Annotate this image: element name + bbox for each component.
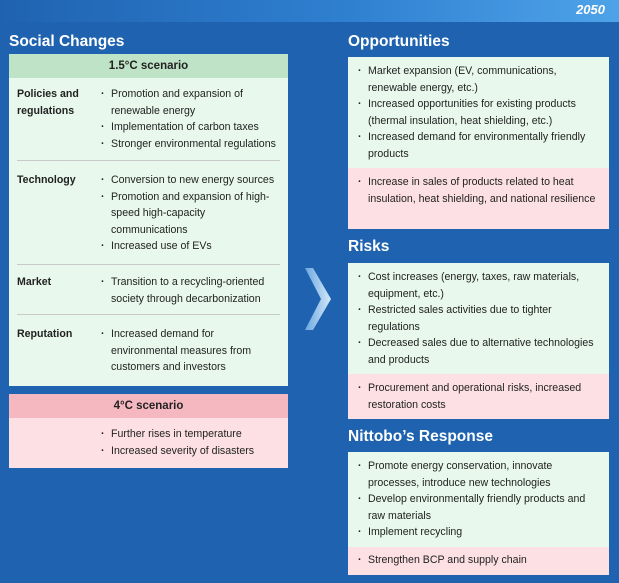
list-item: · Further rises in temperature: [101, 426, 280, 443]
response-list: [358, 458, 601, 541]
response-green-card: [348, 452, 609, 547]
divider: [17, 160, 280, 161]
row-label-technology: Technology: [17, 174, 76, 186]
list-item: · Strengthen BCP and supply chain: [358, 552, 601, 569]
scenario-1-5-card: [9, 54, 288, 386]
list-item: · Increased use of EVs: [101, 238, 280, 255]
response-pink-list: [358, 552, 601, 569]
risks-list: [358, 269, 601, 368]
scenario-4-card: [9, 394, 288, 468]
list-item: · Promote energy conservation, innovate processes, introduce new technologies: [358, 458, 601, 491]
list-item: · Decreased sales due to alternative technologies and products: [358, 335, 601, 368]
scenario-1-5-heading: 1.5°C scenario: [9, 54, 288, 78]
policies-list: [101, 86, 280, 152]
divider: [17, 264, 280, 265]
list-item: · Promotion and expansion of renewable energy: [101, 86, 280, 119]
list-item: · Increased demand for environmentally friendly products: [358, 129, 601, 162]
list-item: · Increased severity of disasters: [101, 443, 280, 460]
list-item: · Stronger environmental regulations: [101, 136, 280, 153]
opportunities-list: [358, 63, 601, 162]
list-item: · Restricted sales activities due to tighter regulations: [358, 302, 601, 335]
risks-pink-list: [358, 380, 601, 413]
list-item: · Implement recycling: [358, 524, 601, 541]
chevron-right-icon: [305, 268, 331, 330]
opportunities-title: Opportunities: [348, 33, 450, 50]
risks-title: Risks: [348, 238, 390, 255]
scenario-4-heading: 4°C scenario: [9, 394, 288, 418]
year-label: 2050: [576, 2, 605, 17]
row-label-market: Market: [17, 276, 52, 288]
list-item: · Market expansion (EV, communications, renewable energy, etc.): [358, 63, 601, 96]
list-item: · Conversion to new energy sources: [101, 172, 280, 189]
list-item: · Increased demand for environmental measures from customers and investors: [101, 326, 280, 376]
market-list: [101, 274, 280, 307]
technology-list: [101, 172, 280, 255]
list-item: · Implementation of carbon taxes: [101, 119, 280, 136]
list-item: · Procurement and operational risks, increased restoration costs: [358, 380, 601, 413]
divider: [17, 314, 280, 315]
response-title: Nittobo’s Response: [348, 428, 493, 445]
list-item: · Promotion and expansion of high-speed high-capacity communications: [101, 189, 280, 239]
list-item: · Transition to a recycling-oriented society through decarbonization: [101, 274, 280, 307]
reputation-list: [101, 326, 280, 376]
top-banner: [0, 0, 619, 22]
opportunities-pink-list: [358, 174, 601, 207]
scenario-4-list: [101, 426, 280, 459]
risks-pink-card: [348, 374, 609, 419]
response-pink-card: [348, 547, 609, 575]
opportunities-pink-card: [348, 168, 609, 229]
list-item: · Cost increases (energy, taxes, raw materials, equipment, etc.): [358, 269, 601, 302]
list-item: · Develop environmentally friendly products and raw materials: [358, 491, 601, 524]
row-label-policies: Policies and regulations: [17, 88, 79, 117]
social-changes-title: Social Changes: [9, 33, 125, 50]
opportunities-green-card: [348, 57, 609, 168]
row-label-reputation: Reputation: [17, 328, 73, 340]
risks-green-card: [348, 263, 609, 374]
list-item: · Increase in sales of products related to heat insulation, heat shielding, and national resilience: [358, 174, 601, 207]
list-item: · Increased opportunities for existing products (thermal insulation, heat shielding, etc.): [358, 96, 601, 129]
